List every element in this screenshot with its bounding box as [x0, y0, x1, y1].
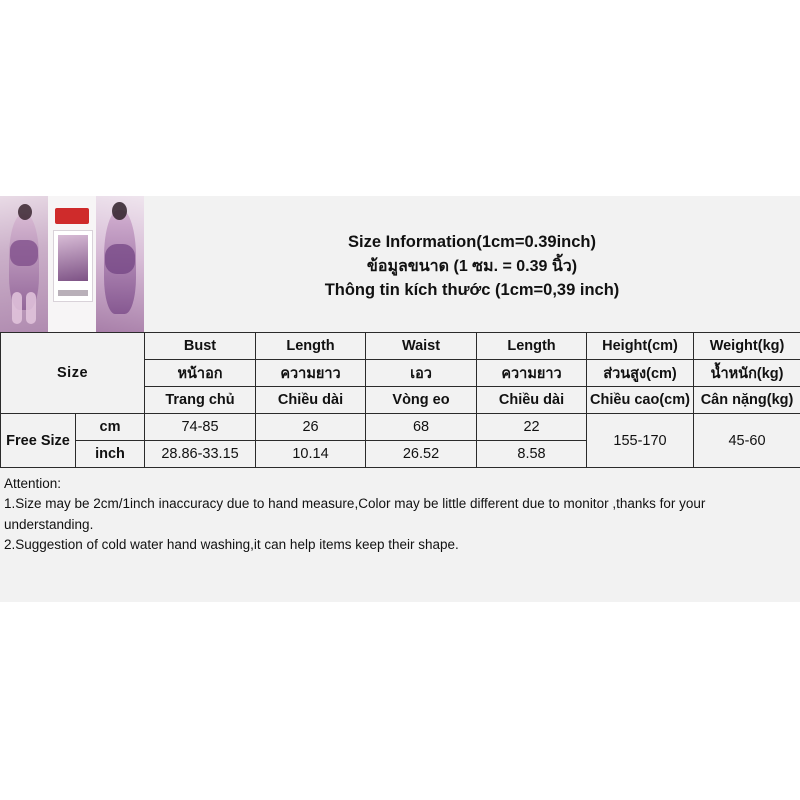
table-row-header-en	[1, 333, 800, 360]
header-height-en: Height(cm)	[587, 333, 694, 360]
attention-line-1: 1.Size may be 2cm/1inch inaccuracy due to hand measure,Color may be little different due to monitor ,thanks for your understanding.	[4, 496, 706, 532]
value-length2-cm: 22	[477, 414, 587, 441]
free-size-cell: Free Size	[1, 414, 76, 468]
value-length1-inch: 10.14	[256, 441, 366, 468]
header-bust-th: หน้าอก	[145, 360, 256, 387]
photo-grid	[0, 196, 144, 332]
header-bust-en: Bust	[145, 333, 256, 360]
table-row-cm	[1, 414, 800, 441]
attention-heading: Attention:	[4, 476, 62, 491]
lace-detail-shape	[10, 240, 38, 266]
value-length1-cm: 26	[256, 414, 366, 441]
value-bust-cm: 74-85	[145, 414, 256, 441]
photo-back-view	[96, 196, 144, 332]
header-length1-en: Length	[256, 333, 366, 360]
header-height-th: ส่วนสูง(cm)	[587, 360, 694, 387]
package-badge	[55, 208, 89, 224]
value-waist-cm: 68	[366, 414, 477, 441]
header-waist-en: Waist	[366, 333, 477, 360]
model-leg-left-shape	[12, 292, 22, 324]
header-length1-th: ความยาว	[256, 360, 366, 387]
header-length1-vi: Chiều dài	[256, 387, 366, 414]
header-waist-th: เอว	[366, 360, 477, 387]
title-english: Size Information(1cm=0.39inch)	[347, 233, 597, 252]
chart-header	[0, 196, 800, 332]
header-length2-en: Length	[477, 333, 587, 360]
header-length2-th: ความยาว	[477, 360, 587, 387]
value-height: 155-170	[587, 414, 694, 468]
model-back-head-shape	[112, 202, 127, 220]
package-card	[53, 230, 93, 302]
unit-cm: cm	[76, 414, 145, 441]
value-bust-inch: 28.86-33.15	[145, 441, 256, 468]
lace-back-detail-shape	[105, 244, 135, 274]
header-weight-th: น้ำหนัก(kg)	[694, 360, 800, 387]
title-block	[144, 196, 800, 332]
title-thai: ข้อมูลขนาด (1 ซม. = 0.39 นิ้ว)	[366, 258, 578, 276]
photo-package-view	[48, 196, 96, 332]
size-label-cell: Size	[1, 333, 145, 414]
header-height-vi: Chiều cao(cm)	[587, 387, 694, 414]
package-text-block	[58, 290, 88, 296]
value-length2-inch: 8.58	[477, 441, 587, 468]
header-waist-vi: Vòng eo	[366, 387, 477, 414]
value-waist-inch: 26.52	[366, 441, 477, 468]
unit-inch: inch	[76, 441, 145, 468]
model-head-shape	[18, 204, 32, 220]
header-length2-vi: Chiều dài	[477, 387, 587, 414]
package-photo	[58, 235, 88, 281]
size-table	[0, 332, 800, 468]
value-weight: 45-60	[694, 414, 800, 468]
model-leg-right-shape	[26, 292, 36, 324]
photo-front-view	[0, 196, 48, 332]
header-weight-en: Weight(kg)	[694, 333, 800, 360]
size-chart-card	[0, 196, 800, 602]
header-bust-vi: Trang chủ	[145, 387, 256, 414]
header-weight-vi: Cân nặng(kg)	[694, 387, 800, 414]
product-photo-collage	[0, 196, 144, 332]
attention-block	[0, 468, 800, 563]
attention-line-2: 2.Suggestion of cold water hand washing,it can help items keep their shape.	[4, 536, 459, 552]
title-vietnamese: Thông tin kích thước (1cm=0,39 inch)	[324, 280, 620, 299]
